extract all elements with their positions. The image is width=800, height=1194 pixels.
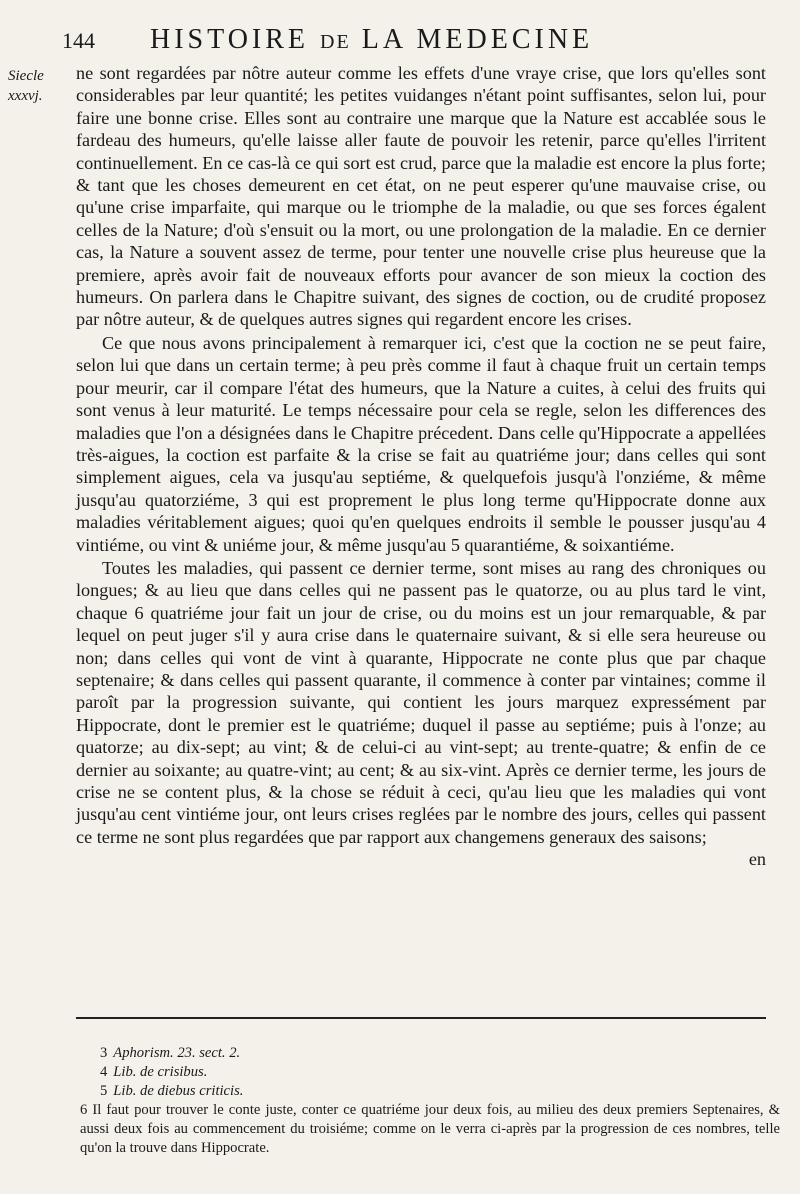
title-la: LA [361,24,406,55]
footnote-number: 4 [100,1064,108,1080]
footnote [100,1063,780,1082]
paragraph: ne sont regardées par nôtre auteur comme les effets d'une vraye crise, que lors qu'elles sont considerables par leur quantité; les petites vuidanges n'étant point suffisantes, selon lui, pour faire une bonne crise. Elles sont au contraire une marque que la Nature est accablée sous le fardeau des humeurs, qu'elle laisse aller faute de pouvoir les retenir, parce qu'elles l'irritent continuellement. En ce cas-là ce qui sort est crud, parce que la maladie est encore la plus forte; & tant que les choses demeurent en cet état, on ne peut esperer qu'une mauvaise crise, ou qu'une crise imparfaite, qui marque ou le triomphe de la maladie, ou que ses forces égalent celles de la Nature; d'où s'ensuit ou la mort, ou une prolongation de la maladie. En ce dernier cas, la Nature a souvent assez de terme, pour tenter une nouvelle crise plus heureuse que la premiere, après avoir fait de nouveaux efforts pour avancer de son mieux la coction des humeurs. On parlera dans le Chapitre suivant, des signes de coction, ou de crudité proposez par nôtre auteur, & de quelques autres signes qui regardent encore les crises. [76,63,766,330]
paragraph: Ce que nous avons principalement à remarquer ici, c'est que la coction ne se peut faire, selon lui que dans un certain terme; à peu près comme il faut à chaque fruit un certain temps pour meurir, car il compare l'état des humeurs, que la Nature a cuites, à celui des fruits qui sont venus à leur maturité. Le temps nécessaire pour cela se regle, selon les differences des maladies que l'on a désignées dans le Chapitre précedent. Dans celle qu'Hippocrate a appellées très-aigues, la coction est parfaite & la crise se fait au quatriéme jour; dans celles qui sont simplement aigues, cela va jusqu'au septiéme, & quelquefois jusqu'à l'onziéme, & même jusqu'au quatorziéme, 3 qui est proprement le plus long terme qu'Hippocrate donne aux maladies véritablement aigues; quoi qu'en quelques endroits il semble le pousser jusqu'au 4 vintiéme, ou vint & uniéme jour, & même jusqu'au 5 quarantiéme, & soixantiéme. [76,332,766,555]
footnotes [80,1044,780,1158]
title-histoire: HISTOIRE [150,24,310,55]
running-title [150,24,593,56]
footnote-text: Aphorism. 23. sect. 2. [113,1045,241,1061]
margin-note [8,66,66,106]
footnote-text: Lib. de diebus criticis. [113,1083,244,1099]
margin-note-line: Siecle [8,68,44,84]
footnote-long: 6 Il faut pour trouver le conte juste, conter ce quatriéme jour deux fois, au milieu des deux premiers Septenaires, & aussi deux fois au commencement du troisiéme; comme on le verra ci-après par la progression de ces nombres, telle qu'on la trouve dans Hippocrate. [80,1102,780,1156]
running-header [62,24,762,60]
margin-note-line: xxxvj. [8,88,43,104]
page-number: 144 [62,28,95,53]
footnote [100,1082,780,1101]
title-de: DE [320,31,351,53]
main-text [76,62,766,871]
catchword: en [748,849,766,870]
footnote-number: 3 [100,1045,108,1061]
footnote-number: 5 [100,1083,108,1099]
footnote-text: Lib. de crisibus. [113,1064,208,1080]
footnote-rule [76,1017,766,1019]
title-medecine: MEDECINE [416,24,594,55]
footnote [100,1044,780,1063]
paragraph: Toutes les maladies, qui passent ce dernier terme, sont mises au rang des chroniques ou longues; & au lieu que dans celles qui ne passent pas le quatorze, ou au plus tard le vint, chaque 6 quatriéme jour fait un jour de crise, ou du moins est un jour remarquable, & par lequel on peut juger s'il y aura crise dans le quaternaire suivant, & si elle sera heureuse ou non; dans celles qui vont de vint à quarante, Hippocrate ne conte plus que par chaque septenaire; & dans celles qui passent quarante, il commence à conter par vintaines; comme il paroît par la progression suivante, qui contient les jours marquez expressément par Hippocrate, dont le premier est le quatriéme; duquel il passe au septiéme; puis à l'onze; au quatorze; au dix-sept; au vint; & de celui-ci au vint-sept; au trente-quatre; & enfin de ce dernier au soixante; au quatre-vint; au cent; & au six-vint. Après ce dernier terme, les jours de crise ne se content plus, & la chose se réduit à ceci, qu'au lieu que les maladies qui vont jusqu'au cent vintiéme jour, ont leurs crises reglées par le nombre des jours, celles qui passent ce terme ne sont plus regardées que par rapport aux changemens generaux des saisons; [76,557,766,847]
